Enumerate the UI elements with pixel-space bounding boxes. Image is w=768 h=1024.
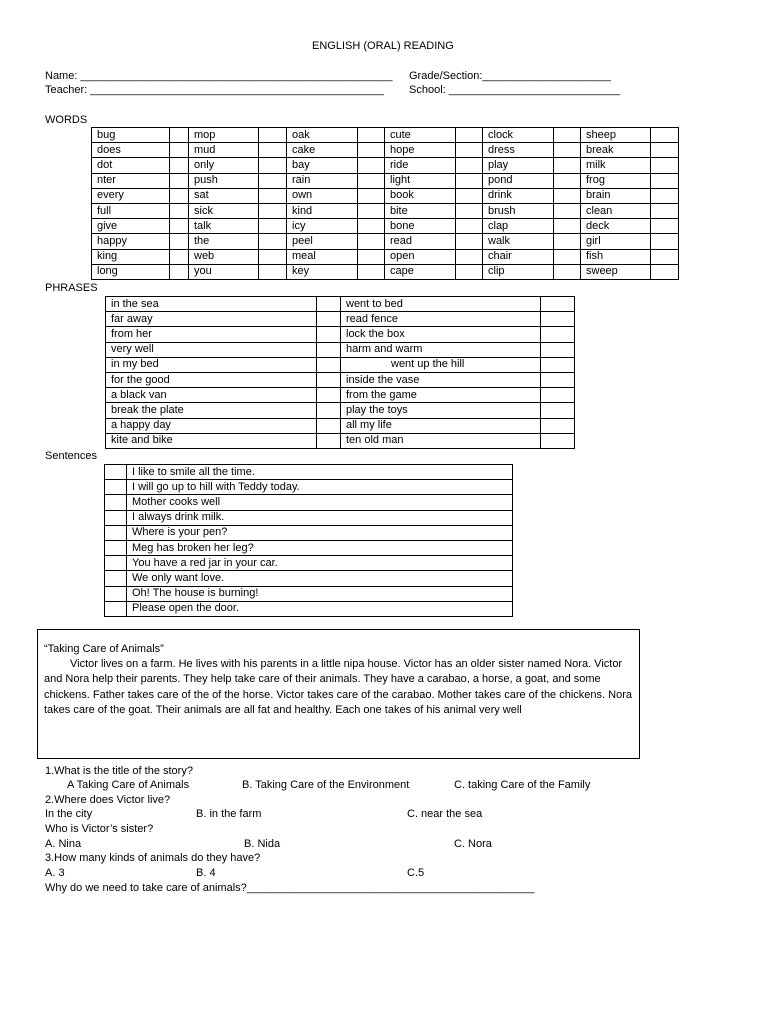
- word-mark-cell: [651, 128, 679, 143]
- sentence-row: [105, 525, 513, 540]
- teacher-field: Teacher: ________________________________________________: [45, 84, 384, 96]
- word-mark-cell: [456, 249, 483, 264]
- phrases-row: [106, 433, 575, 448]
- phrase-cell: far away: [106, 312, 317, 327]
- word-mark-cell: [259, 264, 287, 279]
- question-1-option-a: A Taking Care of Animals: [67, 779, 190, 791]
- word-cell: full: [92, 203, 170, 218]
- word-cell: hope: [385, 143, 456, 158]
- word-cell: own: [287, 188, 358, 203]
- question-sister-option-b: B. Nida: [244, 838, 281, 850]
- word-cell: mud: [189, 143, 259, 158]
- sentence-cell: I like to smile all the time.: [127, 465, 513, 480]
- word-cell: clip: [483, 264, 554, 279]
- phrase-cell: play the toys: [341, 403, 541, 418]
- question-sister: Who is Victor’s sister?: [45, 823, 154, 835]
- word-cell: play: [483, 158, 554, 173]
- word-cell: key: [287, 264, 358, 279]
- word-cell: meal: [287, 249, 358, 264]
- word-cell: read: [385, 234, 456, 249]
- word-mark-cell: [651, 219, 679, 234]
- phrase-mark-cell: [541, 388, 575, 403]
- word-cell: web: [189, 249, 259, 264]
- word-mark-cell: [259, 143, 287, 158]
- word-mark-cell: [554, 128, 581, 143]
- word-mark-cell: [554, 188, 581, 203]
- sentence-mark-cell: [105, 586, 127, 601]
- word-cell: cake: [287, 143, 358, 158]
- phrase-mark-cell: [541, 327, 575, 342]
- word-cell: girl: [581, 234, 651, 249]
- phrases-row: [106, 388, 575, 403]
- sentence-cell: We only want love.: [127, 571, 513, 586]
- word-cell: peel: [287, 234, 358, 249]
- word-mark-cell: [554, 158, 581, 173]
- word-mark-cell: [456, 143, 483, 158]
- word-cell: dot: [92, 158, 170, 173]
- word-mark-cell: [259, 128, 287, 143]
- sentence-mark-cell: [105, 495, 127, 510]
- phrases-row: [106, 403, 575, 418]
- word-cell: sweep: [581, 264, 651, 279]
- sentence-row: [105, 586, 513, 601]
- phrase-cell: in the sea: [106, 297, 317, 312]
- word-mark-cell: [651, 234, 679, 249]
- word-cell: mop: [189, 128, 259, 143]
- word-mark-cell: [554, 219, 581, 234]
- word-mark-cell: [170, 219, 189, 234]
- phrase-cell: for the good: [106, 372, 317, 387]
- word-mark-cell: [358, 249, 385, 264]
- word-mark-cell: [456, 158, 483, 173]
- word-mark-cell: [651, 188, 679, 203]
- sentence-mark-cell: [105, 556, 127, 571]
- grade-section-field: Grade/Section:_____________________: [409, 70, 611, 82]
- phrase-mark-cell: [541, 433, 575, 448]
- word-cell: you: [189, 264, 259, 279]
- word-mark-cell: [170, 173, 189, 188]
- word-mark-cell: [651, 264, 679, 279]
- word-cell: light: [385, 173, 456, 188]
- phrases-row: [106, 327, 575, 342]
- word-mark-cell: [456, 234, 483, 249]
- sentence-mark-cell: [105, 601, 127, 616]
- sentence-row: [105, 495, 513, 510]
- phrase-cell: from the game: [341, 388, 541, 403]
- word-cell: brain: [581, 188, 651, 203]
- word-cell: deck: [581, 219, 651, 234]
- phrase-mark-cell: [541, 403, 575, 418]
- word-cell: cape: [385, 264, 456, 279]
- phrase-cell: all my life: [341, 418, 541, 433]
- word-mark-cell: [170, 203, 189, 218]
- word-cell: happy: [92, 234, 170, 249]
- sentence-cell: You have a red jar in your car.: [127, 556, 513, 571]
- sentence-row: [105, 556, 513, 571]
- word-mark-cell: [358, 188, 385, 203]
- word-mark-cell: [456, 128, 483, 143]
- phrase-mark-cell: [317, 372, 341, 387]
- word-cell: pond: [483, 173, 554, 188]
- word-mark-cell: [170, 128, 189, 143]
- phrase-cell: lock the box: [341, 327, 541, 342]
- phrases-table: [105, 296, 575, 449]
- question-3-option-a: A. 3: [45, 867, 65, 879]
- phrases-row: [106, 342, 575, 357]
- word-cell: icy: [287, 219, 358, 234]
- question-3-option-c: C.5: [407, 867, 425, 879]
- word-mark-cell: [358, 158, 385, 173]
- phrases-row: [106, 312, 575, 327]
- question-2-option-c: C. near the sea: [407, 808, 483, 820]
- phrase-cell: from her: [106, 327, 317, 342]
- question-3-option-b: B. 4: [196, 867, 216, 879]
- words-row: [92, 173, 679, 188]
- phrase-cell: read fence: [341, 312, 541, 327]
- word-cell: bug: [92, 128, 170, 143]
- phrase-mark-cell: [317, 357, 341, 372]
- words-row: [92, 188, 679, 203]
- sentence-mark-cell: [105, 465, 127, 480]
- question-2-option-b: B. in the farm: [196, 808, 262, 820]
- word-mark-cell: [651, 203, 679, 218]
- word-cell: break: [581, 143, 651, 158]
- word-mark-cell: [456, 219, 483, 234]
- word-cell: give: [92, 219, 170, 234]
- question-4: Why do we need to take care of animals?_______________________________________________: [45, 882, 535, 894]
- sentence-mark-cell: [105, 540, 127, 555]
- word-mark-cell: [358, 173, 385, 188]
- word-cell: kind: [287, 203, 358, 218]
- word-mark-cell: [259, 158, 287, 173]
- question-2-option-a: In the city: [45, 808, 93, 820]
- phrase-mark-cell: [317, 388, 341, 403]
- sentences-label: Sentences: [45, 450, 97, 462]
- phrase-cell: went to bed: [341, 297, 541, 312]
- word-cell: oak: [287, 128, 358, 143]
- word-cell: clean: [581, 203, 651, 218]
- word-cell: sat: [189, 188, 259, 203]
- word-cell: push: [189, 173, 259, 188]
- sentence-mark-cell: [105, 525, 127, 540]
- word-cell: bite: [385, 203, 456, 218]
- words-label: WORDS: [45, 114, 88, 126]
- word-mark-cell: [358, 143, 385, 158]
- sentence-cell: Mother cooks well: [127, 495, 513, 510]
- word-mark-cell: [651, 249, 679, 264]
- story-title: “Taking Care of Animals”: [44, 643, 164, 655]
- phrase-cell: went up the hill: [341, 357, 541, 372]
- word-cell: chair: [483, 249, 554, 264]
- phrase-mark-cell: [317, 327, 341, 342]
- word-cell: clock: [483, 128, 554, 143]
- word-cell: nter: [92, 173, 170, 188]
- word-cell: milk: [581, 158, 651, 173]
- words-row: [92, 264, 679, 279]
- school-field: School: ____________________________: [409, 84, 621, 96]
- phrase-mark-cell: [541, 372, 575, 387]
- question-3: 3.How many kinds of animals do they have?: [45, 852, 261, 864]
- sentence-row: [105, 540, 513, 555]
- word-mark-cell: [170, 188, 189, 203]
- sentence-mark-cell: [105, 510, 127, 525]
- phrases-row: [106, 297, 575, 312]
- word-cell: does: [92, 143, 170, 158]
- word-mark-cell: [456, 188, 483, 203]
- word-cell: fish: [581, 249, 651, 264]
- word-mark-cell: [259, 219, 287, 234]
- phrase-mark-cell: [541, 312, 575, 327]
- sentence-mark-cell: [105, 480, 127, 495]
- words-row: [92, 234, 679, 249]
- phrase-mark-cell: [317, 297, 341, 312]
- word-mark-cell: [358, 203, 385, 218]
- phrase-cell: harm and warm: [341, 342, 541, 357]
- word-cell: walk: [483, 234, 554, 249]
- phrase-mark-cell: [317, 433, 341, 448]
- word-cell: drink: [483, 188, 554, 203]
- sentence-cell: Where is your pen?: [127, 525, 513, 540]
- sentence-cell: Meg has broken her leg?: [127, 540, 513, 555]
- word-cell: every: [92, 188, 170, 203]
- word-cell: open: [385, 249, 456, 264]
- word-cell: talk: [189, 219, 259, 234]
- word-mark-cell: [456, 203, 483, 218]
- phrase-cell: break the plate: [106, 403, 317, 418]
- word-mark-cell: [456, 264, 483, 279]
- word-mark-cell: [259, 249, 287, 264]
- word-mark-cell: [170, 234, 189, 249]
- word-mark-cell: [358, 264, 385, 279]
- word-mark-cell: [358, 128, 385, 143]
- word-cell: sheep: [581, 128, 651, 143]
- word-cell: the: [189, 234, 259, 249]
- phrase-mark-cell: [317, 312, 341, 327]
- phrase-cell: ten old man: [341, 433, 541, 448]
- phrase-mark-cell: [541, 357, 575, 372]
- phrases-row: [106, 372, 575, 387]
- word-mark-cell: [259, 173, 287, 188]
- word-mark-cell: [554, 143, 581, 158]
- word-mark-cell: [651, 143, 679, 158]
- word-mark-cell: [358, 234, 385, 249]
- words-row: [92, 158, 679, 173]
- sentence-cell: Please open the door.: [127, 601, 513, 616]
- word-cell: rain: [287, 173, 358, 188]
- word-mark-cell: [554, 203, 581, 218]
- word-mark-cell: [259, 234, 287, 249]
- word-mark-cell: [259, 203, 287, 218]
- sentence-row: [105, 465, 513, 480]
- word-cell: sick: [189, 203, 259, 218]
- words-row: [92, 219, 679, 234]
- sentence-cell: I will go up to hill with Teddy today.: [127, 480, 513, 495]
- word-mark-cell: [554, 234, 581, 249]
- words-row: [92, 128, 679, 143]
- question-1-option-b: B. Taking Care of the Environment: [242, 779, 410, 791]
- word-cell: frog: [581, 173, 651, 188]
- word-mark-cell: [170, 143, 189, 158]
- word-mark-cell: [651, 173, 679, 188]
- words-table: [91, 127, 679, 280]
- word-cell: cute: [385, 128, 456, 143]
- question-sister-option-a: A. Nina: [45, 838, 82, 850]
- phrases-label: PHRASES: [45, 282, 98, 294]
- word-mark-cell: [554, 249, 581, 264]
- word-cell: bone: [385, 219, 456, 234]
- question-sister-option-c: C. Nora: [454, 838, 492, 850]
- sentence-cell: Oh! The house is burning!: [127, 586, 513, 601]
- word-mark-cell: [554, 264, 581, 279]
- sentences-table: [104, 464, 513, 617]
- word-cell: clap: [483, 219, 554, 234]
- word-mark-cell: [358, 219, 385, 234]
- word-mark-cell: [554, 173, 581, 188]
- word-cell: long: [92, 264, 170, 279]
- word-cell: dress: [483, 143, 554, 158]
- word-cell: king: [92, 249, 170, 264]
- sentence-row: [105, 601, 513, 616]
- page-title: ENGLISH (ORAL) READING: [312, 40, 454, 52]
- sentence-row: [105, 510, 513, 525]
- story-box: [37, 629, 640, 759]
- word-cell: brush: [483, 203, 554, 218]
- phrase-mark-cell: [317, 342, 341, 357]
- phrase-mark-cell: [541, 297, 575, 312]
- question-2: 2.Where does Victor live?: [45, 794, 171, 806]
- story-body: Victor lives on a farm. He lives with his parents in a little nipa house. Victor has an older sister named Nora. Victor and Nora help their parents. They help take care of their animals. They have a carabao, a horse, a goat, and some chickens. Father takes care of the of the horse. Victor takes care of the carabao. Mother takes care of the chickens. Nora takes care of the goat. Their animals are all fat and healthy. Each one takes of his animal very well: [44, 658, 632, 716]
- phrase-mark-cell: [541, 418, 575, 433]
- word-mark-cell: [259, 188, 287, 203]
- phrase-cell: kite and bike: [106, 433, 317, 448]
- word-cell: ride: [385, 158, 456, 173]
- phrase-mark-cell: [317, 403, 341, 418]
- sentence-mark-cell: [105, 571, 127, 586]
- phrase-cell: a black van: [106, 388, 317, 403]
- sentence-cell: I always drink milk.: [127, 510, 513, 525]
- word-cell: bay: [287, 158, 358, 173]
- phrase-cell: a happy day: [106, 418, 317, 433]
- word-mark-cell: [170, 158, 189, 173]
- words-row: [92, 203, 679, 218]
- question-1: 1.What is the title of the story?: [45, 765, 193, 777]
- phrase-cell: in my bed: [106, 357, 317, 372]
- phrase-mark-cell: [317, 418, 341, 433]
- word-mark-cell: [456, 173, 483, 188]
- sentence-row: [105, 571, 513, 586]
- word-mark-cell: [170, 264, 189, 279]
- phrases-row: [106, 357, 575, 372]
- words-row: [92, 143, 679, 158]
- word-cell: only: [189, 158, 259, 173]
- name-field: Name: ___________________________________________________: [45, 70, 393, 82]
- sentence-row: [105, 480, 513, 495]
- phrases-row: [106, 418, 575, 433]
- phrase-cell: inside the vase: [341, 372, 541, 387]
- word-cell: book: [385, 188, 456, 203]
- phrase-mark-cell: [541, 342, 575, 357]
- word-mark-cell: [170, 249, 189, 264]
- word-mark-cell: [651, 158, 679, 173]
- words-row: [92, 249, 679, 264]
- question-1-option-c: C. taking Care of the Family: [454, 779, 591, 791]
- phrase-cell: very well: [106, 342, 317, 357]
